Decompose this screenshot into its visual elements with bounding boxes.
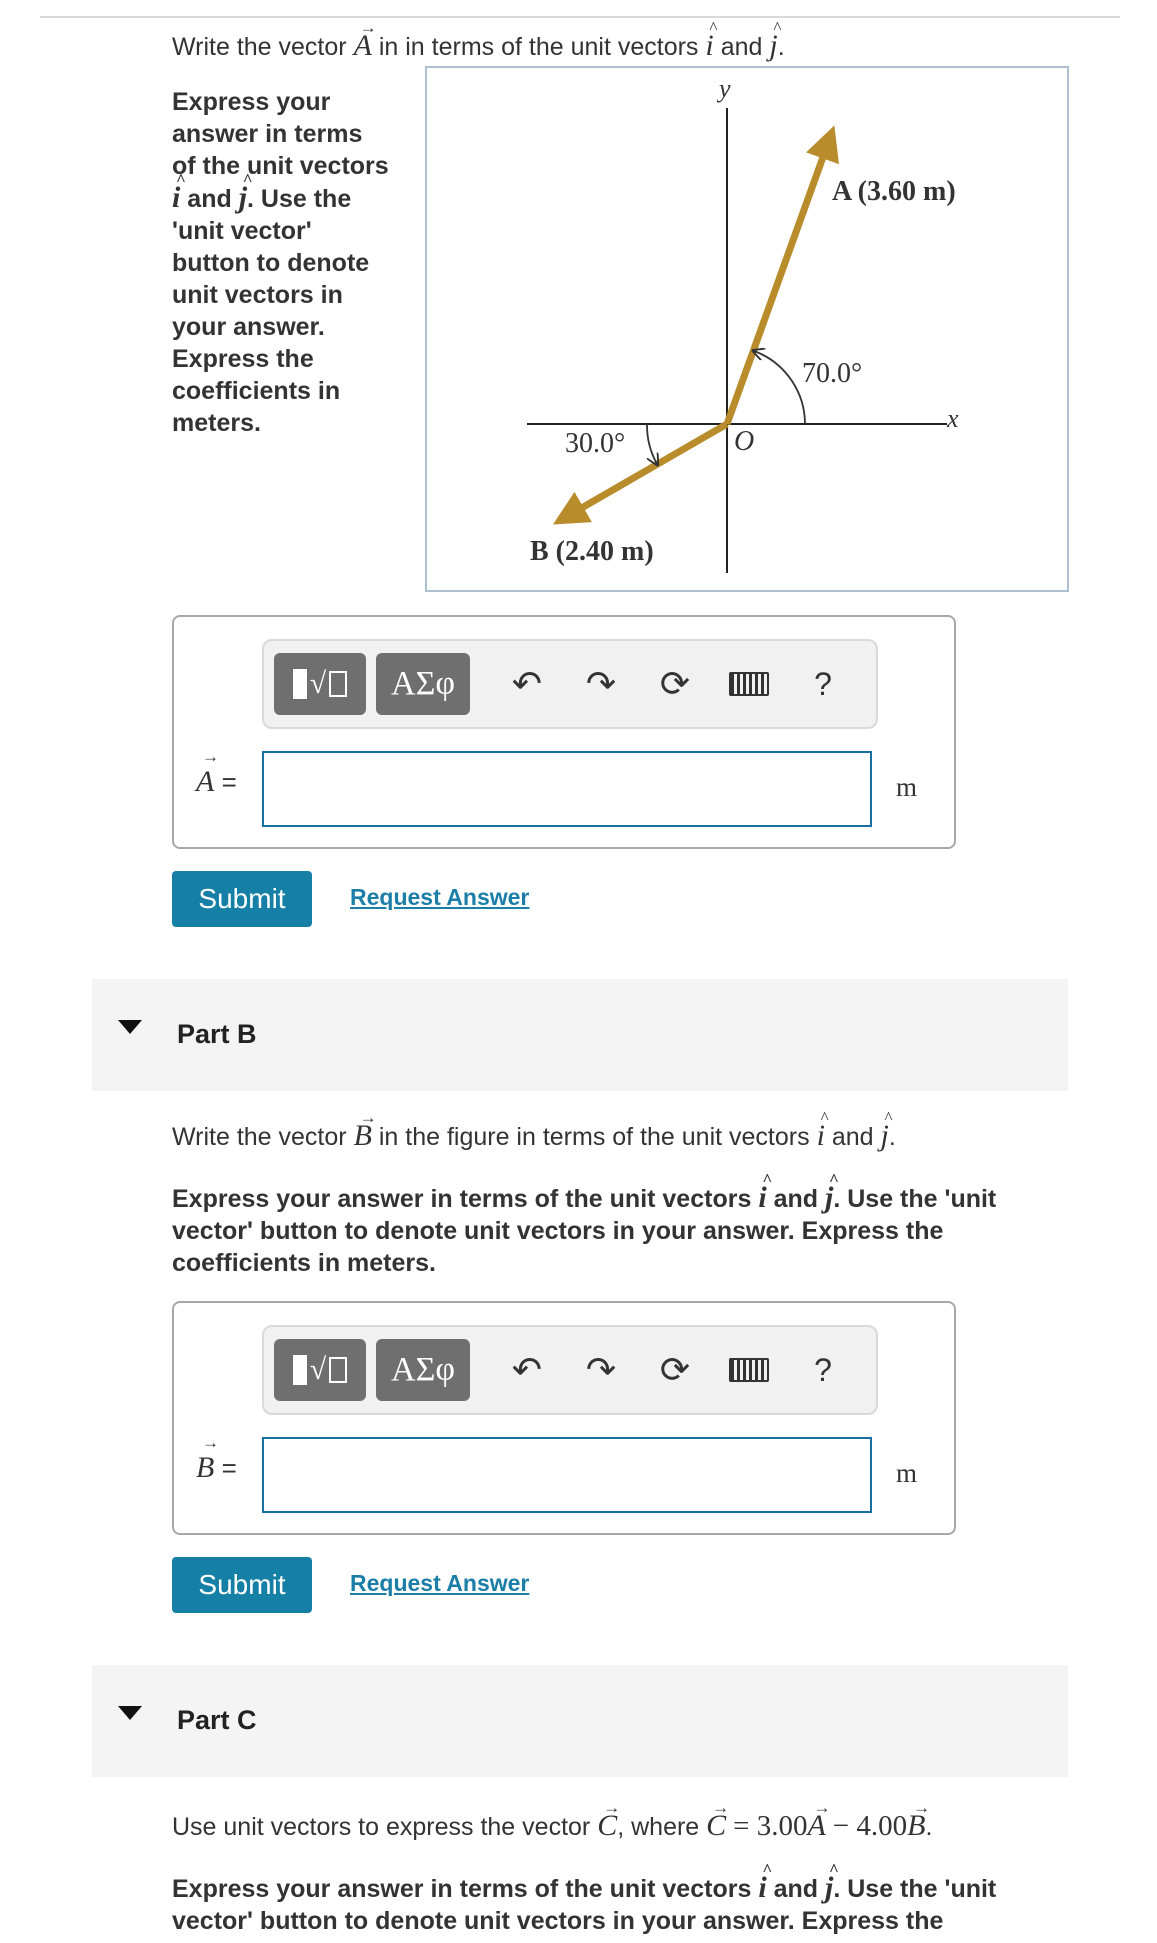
top-divider — [40, 16, 1120, 18]
y-axis-label: y — [719, 74, 731, 103]
submit-button-a[interactable]: Submit — [172, 871, 312, 927]
part-c-prompt: Use unit vectors to express the vector → C, where → C = 3.00→ A − 4.00→ B. — [172, 1810, 932, 1843]
part-b-instructions: Express your answer in terms of the unit vectors ^ i and ^ j. Use the 'unit vector' button to denote unit vectors in your answer. Express the coefficients in meters. — [172, 1182, 1072, 1279]
keyboard-icon[interactable] — [722, 1341, 776, 1399]
request-answer-link-a[interactable]: Request Answer — [350, 884, 530, 910]
greek-symbols-button[interactable]: ΑΣφ — [376, 1339, 470, 1401]
reset-icon[interactable]: ⟳ — [659, 1349, 691, 1390]
templates-button[interactable] — [274, 653, 366, 715]
answer-input-a[interactable] — [262, 751, 872, 827]
origin-label: O — [734, 426, 755, 457]
part-b-collapse-icon[interactable] — [118, 1020, 142, 1034]
redo-icon[interactable]: ↷ — [585, 663, 617, 704]
part-b-prompt: Write the vector → B in the figure in terms of the unit vectors ^ i and ^ j. — [172, 1120, 896, 1153]
angle-arc-a — [754, 351, 805, 424]
submit-button-b[interactable]: Submit — [172, 1557, 312, 1613]
help-button[interactable]: ? — [814, 1351, 832, 1388]
unit-label-b: m — [896, 1458, 918, 1488]
answer-box-b — [172, 1301, 956, 1535]
math-toolbar-a — [262, 639, 878, 729]
templates-button[interactable] — [274, 1339, 366, 1401]
angle-arc-b — [647, 424, 657, 464]
answer-box-a — [172, 615, 956, 849]
part-b-header[interactable] — [92, 979, 1068, 1091]
keyboard-icon[interactable] — [722, 655, 776, 713]
greek-symbols-button[interactable]: ΑΣφ — [376, 653, 470, 715]
part-c-title: Part C — [177, 1705, 257, 1735]
x-axis-label: x — [947, 404, 959, 433]
vector-figure — [425, 66, 1069, 592]
vector-a-label: A (3.60 m) — [832, 176, 956, 207]
answer-input-b[interactable] — [262, 1437, 872, 1513]
angle-b-label: 30.0° — [565, 428, 626, 459]
part-b-title: Part B — [177, 1019, 257, 1049]
undo-icon[interactable]: ↶ — [511, 1349, 543, 1390]
redo-icon[interactable]: ↷ — [585, 1349, 617, 1390]
templates-icon: √ — [293, 1353, 347, 1387]
reset-icon[interactable]: ⟳ — [659, 663, 691, 704]
request-answer-link-b[interactable]: Request Answer — [350, 1570, 530, 1596]
part-c-header[interactable] — [92, 1665, 1068, 1777]
math-toolbar-b — [262, 1325, 878, 1415]
answer-label-b: → B = — [196, 1451, 237, 1485]
part-a-instructions: Express your answer in terms of the unit vectors ^ i and ^ j. Use the 'unit vector' button to denote unit vectors in your answer. Express the coefficients in meters. — [172, 86, 412, 439]
answer-label-a: → A = — [196, 765, 237, 799]
vector-b-label: B (2.40 m) — [530, 536, 654, 567]
angle-a-label: 70.0° — [802, 358, 863, 389]
part-a-prompt: Write the vector → A in in terms of the unit vectors ^ i and ^ j. — [172, 30, 785, 63]
part-c-collapse-icon[interactable] — [118, 1706, 142, 1720]
unit-label-a: m — [896, 772, 918, 802]
templates-icon: √ — [293, 667, 347, 701]
undo-icon[interactable]: ↶ — [511, 663, 543, 704]
part-c-instructions: Express your answer in terms of the unit vectors ^ i and ^ j. Use the 'unit vector' button to denote unit vectors in your answer. Express the — [172, 1872, 1072, 1937]
vector-a-symbol: → A — [354, 30, 372, 62]
help-button[interactable]: ? — [814, 665, 832, 702]
vector-diagram — [427, 68, 1067, 590]
